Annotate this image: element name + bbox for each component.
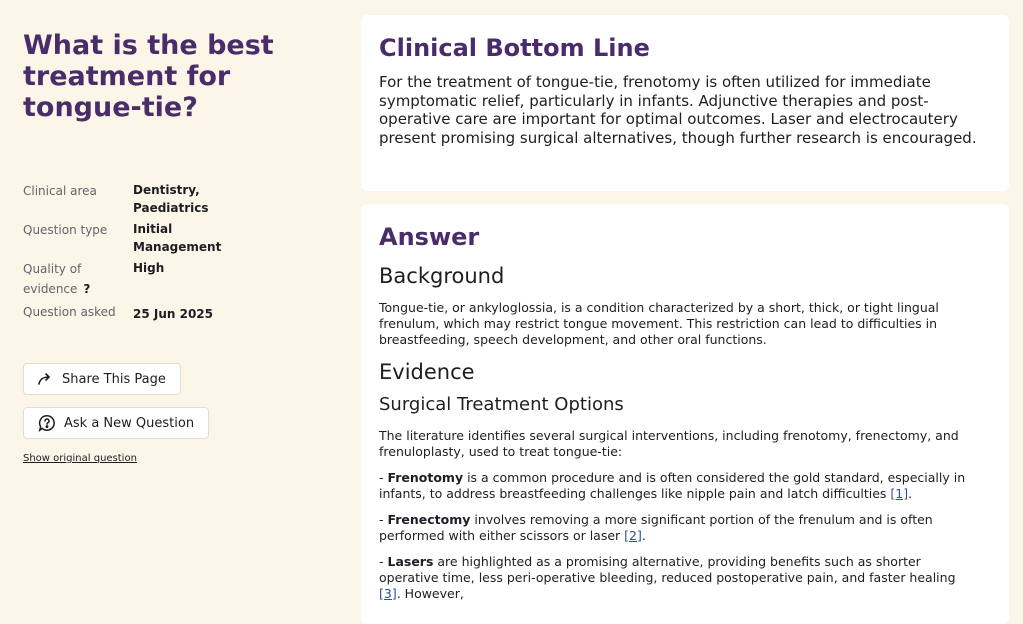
help-icon[interactable]: ?: [83, 282, 91, 296]
item-text: is a common procedure and is often considered the gold standard, especially in infants, to address breastfeeding challenges like nipple pain and latch difficulties: [379, 470, 966, 501]
chat-question-icon: [38, 414, 56, 432]
meta-asked: [23, 302, 343, 324]
background-heading: Background: [379, 264, 505, 288]
question-type-value: Initial Management: [133, 222, 222, 254]
list-item-lasers: [379, 554, 979, 602]
meta-clinical-area: [23, 181, 343, 217]
question-title: What is the best treatment for tongue-tie?: [23, 30, 274, 123]
meta-quality: [23, 259, 343, 299]
surgical-intro-text: The literature identifies several surgical interventions, including frenotomy, frenectomy, and frenuloplasty, used to treat tongue-tie:: [379, 428, 959, 459]
quality-value: High: [133, 261, 165, 275]
show-original-question-link[interactable]: Show original question: [23, 453, 137, 464]
question-sidebar: [23, 30, 343, 464]
clinical-area-value: Dentistry, Paediatrics: [133, 183, 209, 215]
item-prefix: -: [379, 512, 388, 527]
list-item-frenectomy: [379, 512, 979, 544]
ask-question-button[interactable]: [23, 407, 209, 439]
share-button[interactable]: [23, 363, 181, 395]
clinical-area-label: Clinical area: [23, 184, 97, 198]
question-type-label: Question type: [23, 223, 108, 237]
item-term: Lasers: [387, 554, 434, 569]
item-term: Frenotomy: [387, 470, 464, 485]
item-term: Frenectomy: [387, 512, 471, 527]
question-meta: [23, 181, 343, 324]
background-text: Tongue-tie, or ankyloglossia, is a condition characterized by a short, thick, or tight lingual frenulum, which may restrict tongue movement. This restriction can lead to difficulties in breastfeeding, speech development, and other oral functions.: [379, 300, 939, 347]
item-suffix: .: [641, 528, 646, 543]
quality-label-wrap: [23, 259, 133, 299]
evidence-heading: Evidence: [379, 360, 475, 384]
item-suffix: .: [908, 486, 913, 501]
asked-value: 25 Jun 2025: [133, 307, 214, 321]
bottom-line-text: For the treatment of tongue-tie, frenotomy is often utilized for immediate symptomatic relief, particularly in infants. Adjunctive therapies and post-operative care are important for optimal outcomes. Laser and electrocautery present promising surgical alternatives, though further research is encouraged.: [379, 73, 977, 147]
reference-link[interactable]: [3]: [379, 586, 397, 601]
item-prefix: -: [379, 470, 388, 485]
item-text: involves removing a more significant portion of the frenulum and is often performed with either scissors or laser: [379, 512, 933, 543]
asked-label: Question asked: [23, 305, 116, 319]
bottom-line-heading: Clinical Bottom Line: [379, 34, 650, 62]
share-button-label: Share This Page: [62, 371, 166, 387]
meta-question-type: [23, 220, 343, 256]
answer-heading: Answer: [379, 223, 480, 251]
answer-card: [361, 204, 1009, 624]
quality-label: Quality of evidence: [23, 262, 82, 296]
item-text: are highlighted as a promising alternative, providing benefits such as shorter operative time, less peri-operative bleeding, reduced postoperative pain, and faster healing: [379, 554, 956, 585]
reference-link[interactable]: [2]: [624, 528, 642, 543]
bottom-line-card: [361, 15, 1009, 191]
share-arrow-icon: [38, 373, 54, 385]
list-item-frenotomy: [379, 470, 979, 502]
item-prefix: -: [379, 554, 388, 569]
reference-link[interactable]: [1]: [890, 486, 909, 501]
ask-question-label: Ask a New Question: [64, 415, 195, 431]
item-suffix: . However,: [396, 586, 464, 601]
surgical-options-heading: Surgical Treatment Options: [379, 394, 624, 415]
